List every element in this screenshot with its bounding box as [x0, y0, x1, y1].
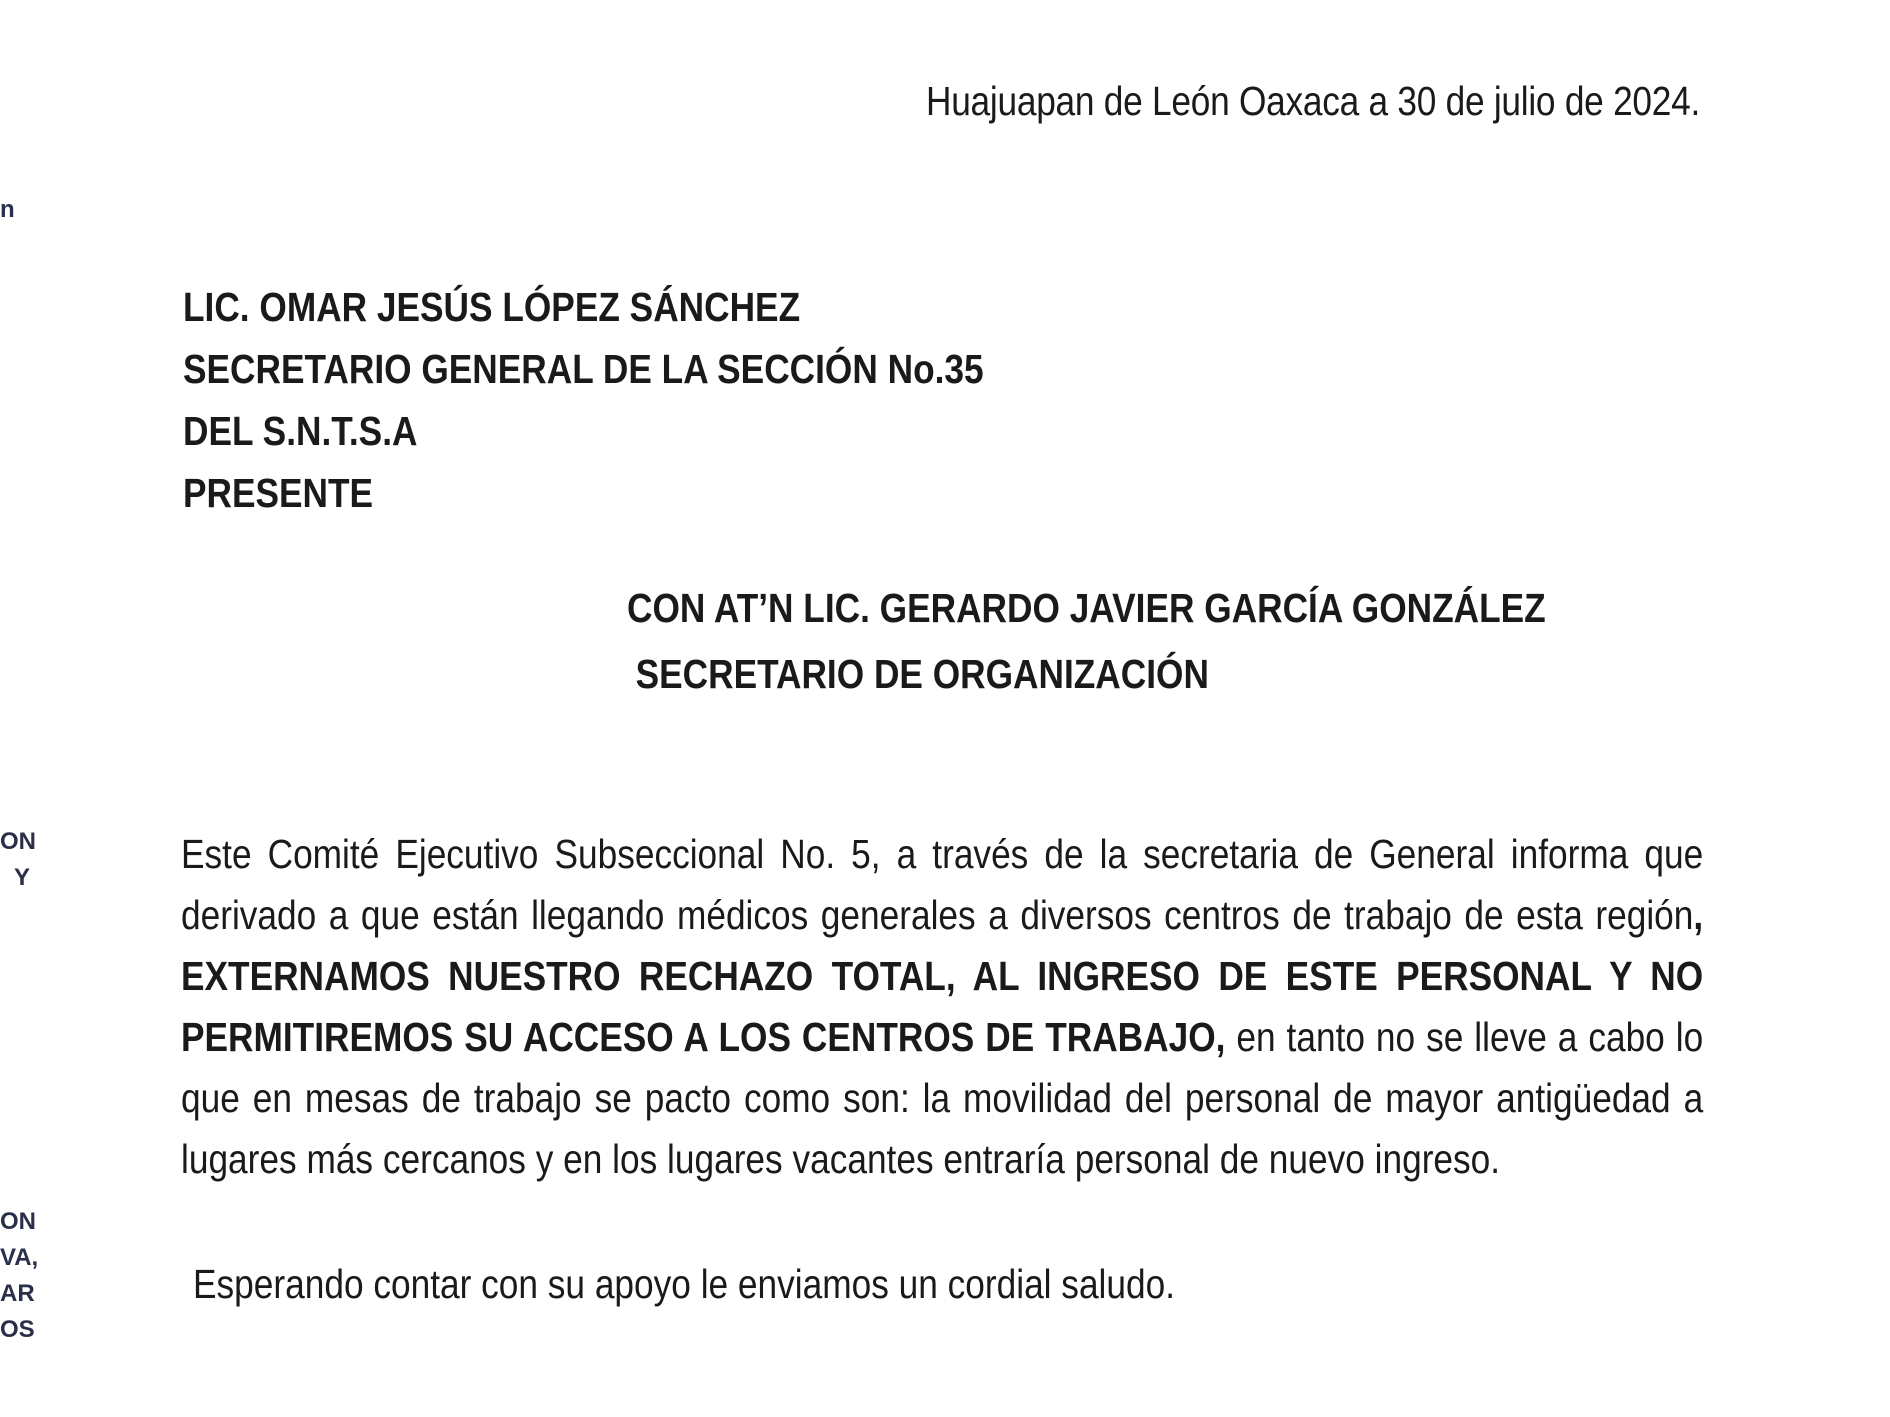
margin-fragment: ON: [0, 828, 36, 855]
margin-fragment: ON: [0, 1208, 36, 1235]
attention-block: [627, 575, 1546, 707]
addressee-position: SECRETARIO GENERAL DE LA SECCIÓN No.35: [183, 346, 984, 392]
margin-fragment: VA,: [0, 1244, 39, 1271]
addressee-name: LIC. OMAR JESÚS LÓPEZ SÁNCHEZ: [183, 284, 801, 330]
letter-body: [181, 824, 1703, 1190]
body-intro: Este Comité Ejecutivo Subseccional No. 5, a través de la secretaria de General informa que derivado a que están llegando médicos generales a diversos centros de trabajo de esta región: [181, 831, 1704, 938]
margin-fragment: OS: [0, 1316, 35, 1343]
date-line: Huajuapan de León Oaxaca a 30 de julio de 2024.: [925, 78, 1700, 124]
body-emphasis: EXTERNAMOS NUESTRO RECHAZO TOTAL, AL INGRESO DE ESTE PERSONAL Y NO PERMITIREMOS SU ACCESO A LOS CENTROS DE TRABAJO,: [181, 953, 1704, 1060]
attention-position: SECRETARIO DE ORGANIZACIÓN: [635, 651, 1209, 697]
margin-fragment: Y: [14, 864, 31, 891]
body-rest: en tanto no se lleve a cabo lo que en mesas de trabajo se pacto como son: la movilidad del personal de mayor antigüedad a lugares más cercanos y en los lugares vacantes entraría personal de nuevo ingreso.: [181, 1014, 1704, 1182]
addressee-organization: DEL S.N.T.S.A: [183, 408, 418, 454]
closing-line: Esperando contar con su apoyo le enviamos un cordial saludo.: [193, 1261, 1176, 1307]
addressee-block: [183, 276, 984, 524]
margin-fragment: n: [0, 196, 15, 223]
attention-line: CON AT’N LIC. GERARDO JAVIER GARCÍA GONZÁLEZ: [627, 585, 1546, 631]
body-comma: ,: [1693, 892, 1704, 938]
addressee-salutation: PRESENTE: [183, 470, 374, 516]
margin-fragment: AR: [0, 1280, 35, 1307]
